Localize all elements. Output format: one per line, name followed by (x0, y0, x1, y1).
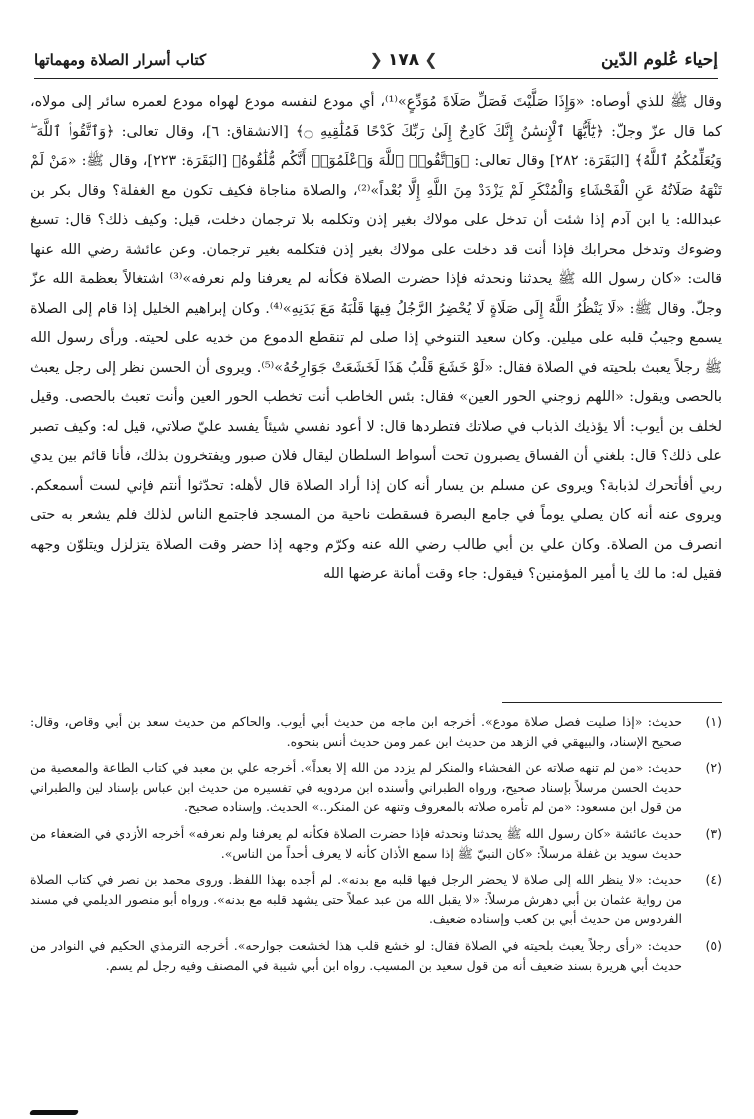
body-paragraph: وقال ﷺ للذي أوصاه: «وَإِذَا صَلَّيْتَ فَصَلِّ صَلَاةَ مُوَدِّعٍ»⁽¹⁾، أي مودع لنفسه مودع لهواه مودع لعمره سائر إلى مولاه، كما قال عزّ وجلّ: ﴿يَٰٓأَيُّهَا ٱلْإِنسَٰنُ إِنَّكَ كَادِحٌ إِلَىٰ رَبِّكَ كَدْحًا فَمُلَٰقِيهِ ۝﴾ [الانشقاق: ٦]، وقال تعالى: ﴿وَٱتَّقُوا۟ ٱللَّهَ ۖ وَيُعَلِّمُكُمُ ٱللَّهُ﴾ [البَقَرَة: ٢٨٢] وقال تعالى: ﴿وَٱتَّقُوا۟ ٱللَّهَ وَٱعْلَمُوٓا۟ أَنَّكُم مُّلَٰقُوهُ﴾ [البَقَرَة: ٢٢٣]، وقال ﷺ: «مَنْ لَمْ تَنْهَهُ صَلَاتُهُ عَنِ الْفَحْشَاءِ وَالْمُنْكَرِ لَمْ يَزْدَدْ مِنَ اللَّهِ إِلَّا بُعْداً»⁽²⁾، والصلاة مناجاة فكيف تكون مع الغفلة؟ وقال بكر بن عبدالله: يا ابن آدم إذا شئت أن تدخل على مولاك بغير إذن وتكلمه بلا ترجمان دخلت، قيل: وكيف ذلك؟ قال: تسبغ وضوءك وتدخل محرابك فإذا أنت قد دخلت على مولاك بغير إذن فتكلمه بغير ترجمان. وعن عائشة رضي الله عنها قالت: «كان رسول الله ﷺ يحدثنا ونحدثه فإذا حضرت الصلاة فكأنه لم يعرفنا ولم نعرفه»⁽³⁾ اشتغالاً بعظمة الله عزّ وجلّ. وقال ﷺ: «لَا يَنْظُرُ اللَّهُ إِلَى صَلَاةٍ لَا يُحْضِرُ الرَّجُلُ فِيهَا قَلْبَهُ مَعَ بَدَنِهِ»⁽⁴⁾. وكان إبراهيم الخليل إذا قام إلى الصلاة يسمع وجيبُ قلبه على ميلين. وكان سعيد التنوخي إذا صلى لم تنقطع الدموع من خديه على لحيته. ورأى رسول الله ﷺ رجلاً يعبث بلحيته في الصلاة فقال: «لَوْ خَشَعَ قَلْبُ هَذَا لَخَشَعَتْ جَوَارِحُهُ»⁽⁵⁾. ويروى أن الحسن نظر إلى رجل يعبث بالحصى ويقول: «اللهم زوجني الحور العين» فقال: بئس الخاطب أنت تخطب الحور العين وأنت تعبث بالحصى. وقيل لخلف بن أيوب: ألا يؤذيك الذباب في صلاتك فتطردها قال: لا أعود نفسي شيئاً يفسد عليّ صلاتي، قيل له: وكيف تصبر على ذلك؟ قال: بلغني أن الفساق يصبرون تحت أسواط السلطان ليقال فلان صبور ويفتخرون بذلك، فأنا قائم بين يدي ربي أفأتحرك لذبابة؟ ويروى عن مسلم بن يسار أنه كان إذا أراد الصلاة قال لأهله: تحدّثوا أنتم فإني لست أسمعكم. ويروى عنه أنه كان يصلي يوماً في جامع البصرة فسقطت ناحية من المسجد فاجتمع الناس لذلك فلم يشعر به حتى انصرف من الصلاة. وكان علي بن أبي طالب رضي الله عنه وكرّم وجهه إذا حضر وقت الصلاة يتزلزل ويتلوّن وجهه فقيل له: ما لك يا أمير المؤمنين؟ فيقول: جاء وقت أمانة عرضها الله (30, 94, 722, 582)
ornament-right-icon: ❯ (424, 50, 438, 69)
footnote-number: (٤) (705, 872, 722, 888)
footnote-text: حديث عائشة «كان رسول الله ﷺ يحدثنا ونحدثه فإذا حضرت الصلاة فكأنه لم يعرفنا ولم نعرفه» أخرجه الأزدي في الضعفاء من حديث سويد بن غفلة مرسلاً: «كان النبيّ ﷺ إذا سمع الأذان كأنه لا يعرف أحداً من الناس». (30, 825, 682, 861)
page-corner-mark (29, 1110, 79, 1115)
page-header (34, 42, 718, 79)
footnote-item (30, 870, 722, 929)
footnote-text: حديث: «من لم تنهه صلاته عن الفحشاء والمنكر لم يزدد من الله إلا بعداً». أخرجه علي بن معبد في كتاب الطاعة والمعصية من حديث الحسن مرسلاً بإسناد صحيح، ورواه الطبراني وأسنده ابن مردويه في تفسيره من حديث ابن عباس بإسناد لين والطبراني من قول ابن مسعود: «من لم تأمره صلاته بالمعروف وتنهه عن المنكر..» الحديث. وإسناده صحيح. (30, 760, 682, 815)
footnote-number: (٥) (705, 937, 722, 953)
footnote-item (30, 936, 722, 975)
footnote-item (30, 824, 722, 863)
footnote-number: (٢) (705, 760, 722, 776)
footnotes (30, 712, 722, 1077)
main-text (30, 88, 722, 682)
footnote-number: (١) (705, 714, 722, 729)
chapter-title: كتاب أسرار الصلاة ومهماتها (34, 51, 207, 69)
page-number: ١٧٨ (388, 50, 420, 70)
ornament-left-icon: ❮ (369, 50, 383, 69)
footnote-text: حديث: «رأى رجلاً يعبث بلحيته في الصلاة فقال: لو خشع قلب هذا لخشعت جوارحه». أخرجه الترمذي الحكيم في النوادر من حديث أبي هريرة بسند ضعيف أنه من قول سعيد بن المسيب. رواه ابن أبي شيبة في المصنف وفيه رجل لم يسم. (30, 937, 682, 973)
book-title: إحياء عُلوم الدّين (601, 50, 718, 70)
page-number-group (370, 50, 438, 70)
footnote-number: (٣) (705, 825, 722, 841)
footnote-item (30, 758, 722, 817)
footnote-separator (502, 702, 722, 703)
footnote-item (30, 712, 722, 751)
footnote-text: حديث: «إذا صليت فصل صلاة مودع». أخرجه ابن ماجه من حديث أبي أيوب. والحاكم من حديث سعد بن أبي وقاص، وقال: صحيح الإسناد، والبيهقي في الزهد من حديث ابن عمر ومن حديث أنس بنحوه. (30, 714, 682, 749)
footnote-text: حديث: «لا ينظر الله إلى صلاة لا يحضر الرجل فيها قلبه مع بدنه». لم أجده بهذا اللفظ. وروى محمد بن نصر في كتاب الصلاة من رواية عثمان بن أبي دهرش مرسلاً: «لا يقبل الله من عبد عملاً حتى يشهد قلبه مع بدنه». ورواه أبو منصور الديلمي في مسند الفردوس من حديث أبي بن كعب وإسناده ضعيف. (30, 872, 682, 927)
